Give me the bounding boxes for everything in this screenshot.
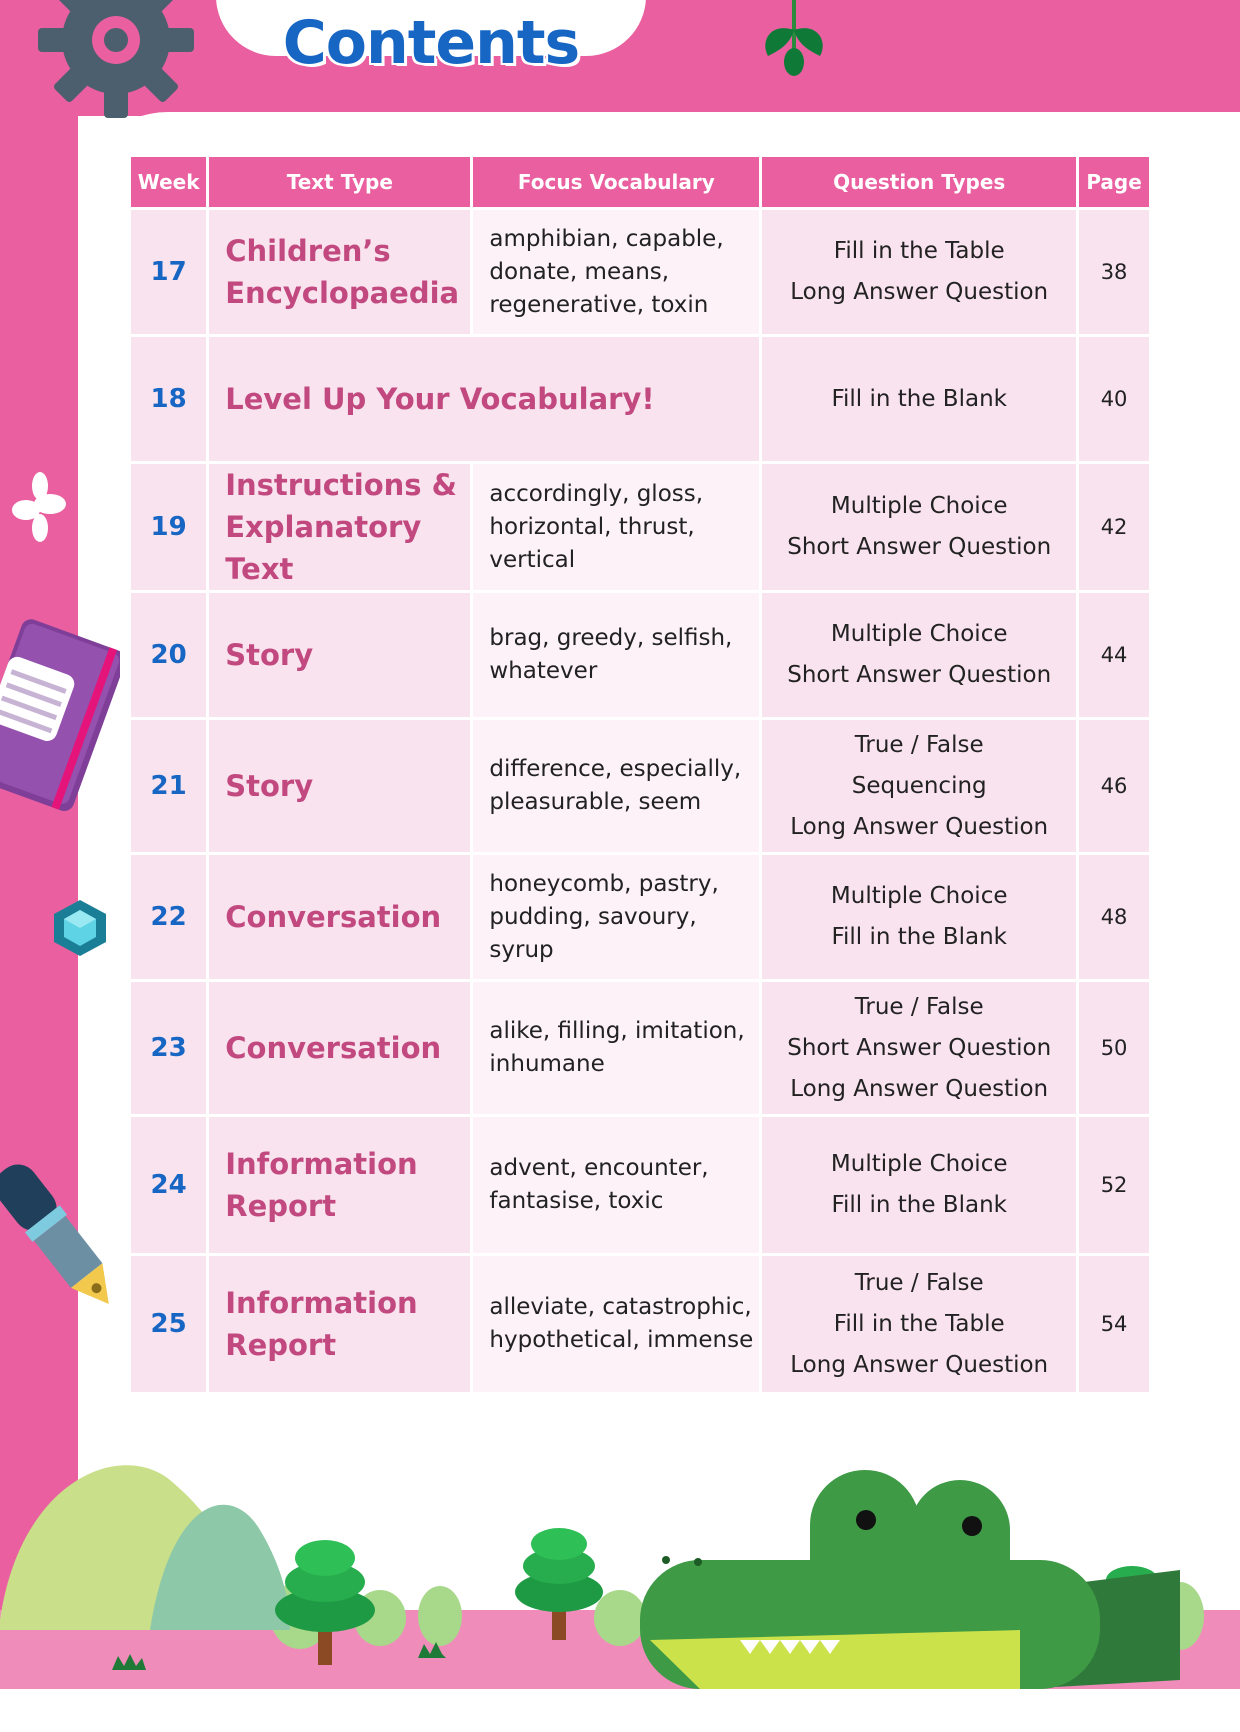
question-type: Multiple Choice bbox=[830, 883, 1008, 909]
focus-vocabulary: difference, especially, pleasurable, seem bbox=[473, 720, 759, 852]
crocodile-illustration bbox=[640, 1470, 1180, 1689]
text-type: Information Report bbox=[209, 1256, 470, 1392]
table-row[interactable] bbox=[131, 855, 1149, 979]
table-row[interactable] bbox=[131, 464, 1149, 590]
focus-vocabulary: honeycomb, pastry, pudding, savoury, syrup bbox=[473, 855, 759, 979]
page-number[interactable]: 42 bbox=[1079, 464, 1149, 590]
text-type: Conversation bbox=[209, 855, 470, 979]
table-row[interactable] bbox=[131, 1256, 1149, 1392]
question-type: True / False bbox=[854, 1269, 984, 1296]
table-row[interactable] bbox=[131, 720, 1149, 852]
week-number: 17 bbox=[131, 210, 206, 334]
question-type: Short Answer Question bbox=[787, 662, 1052, 688]
focus-vocabulary: alike, filling, imitation, inhumane bbox=[473, 982, 759, 1114]
contents-table bbox=[128, 154, 1152, 1395]
flower-icon bbox=[0, 470, 72, 550]
question-types bbox=[762, 855, 1076, 979]
pen-icon bbox=[0, 1158, 130, 1328]
notebook-icon bbox=[0, 615, 120, 835]
page-number[interactable]: 52 bbox=[1079, 1117, 1149, 1253]
text-type: Story bbox=[209, 720, 470, 852]
question-type: Multiple Choice bbox=[830, 493, 1008, 519]
question-types bbox=[762, 982, 1076, 1114]
landscape-illustration bbox=[0, 1420, 1240, 1689]
question-type: Short Answer Question bbox=[787, 534, 1052, 560]
question-type: Long Answer Question bbox=[790, 1351, 1049, 1378]
question-type: Fill in the Blank bbox=[831, 385, 1007, 412]
hanging-leaf-icon bbox=[758, 0, 830, 78]
week-number: 20 bbox=[131, 593, 206, 717]
text-type: Level Up Your Vocabulary! bbox=[209, 337, 759, 461]
week-number: 18 bbox=[131, 337, 206, 461]
question-type: Fill in the Blank bbox=[831, 1192, 1007, 1218]
table-row[interactable] bbox=[131, 210, 1149, 334]
header-question-types: Question Types bbox=[762, 157, 1076, 207]
page-number[interactable]: 48 bbox=[1079, 855, 1149, 979]
question-type: Long Answer Question bbox=[790, 1075, 1049, 1102]
text-type: Story bbox=[209, 593, 470, 717]
page-number[interactable]: 38 bbox=[1079, 210, 1149, 334]
question-type: Short Answer Question bbox=[787, 1034, 1052, 1061]
focus-vocabulary: alleviate, catastrophic, hypothetical, immense bbox=[473, 1256, 759, 1392]
question-types bbox=[762, 1117, 1076, 1253]
question-type: Multiple Choice bbox=[830, 1151, 1008, 1177]
week-number: 25 bbox=[131, 1256, 206, 1392]
text-type: Instructions & Explanatory Text bbox=[209, 464, 470, 590]
header-focus-vocabulary: Focus Vocabulary bbox=[473, 157, 759, 207]
question-types bbox=[762, 210, 1076, 334]
question-type: Fill in the Table bbox=[833, 238, 1005, 264]
week-number: 19 bbox=[131, 464, 206, 590]
week-number: 23 bbox=[131, 982, 206, 1114]
page-title: Contents bbox=[282, 8, 580, 78]
focus-vocabulary: advent, encounter, fantasise, toxic bbox=[473, 1117, 759, 1253]
focus-vocabulary: accordingly, gloss, horizontal, thrust, vertical bbox=[473, 464, 759, 590]
question-type: Long Answer Question bbox=[790, 813, 1049, 840]
header-page: Page bbox=[1079, 157, 1149, 207]
question-type: Sequencing bbox=[851, 772, 987, 799]
gem-icon bbox=[52, 898, 108, 958]
question-types bbox=[762, 464, 1076, 590]
week-number: 21 bbox=[131, 720, 206, 852]
table-row[interactable] bbox=[131, 337, 1149, 461]
focus-vocabulary: brag, greedy, selfish, whatever bbox=[473, 593, 759, 717]
week-number: 22 bbox=[131, 855, 206, 979]
question-type: Fill in the Blank bbox=[831, 924, 1007, 950]
table-row[interactable] bbox=[131, 1117, 1149, 1253]
table-row[interactable] bbox=[131, 982, 1149, 1114]
question-type: Long Answer Question bbox=[790, 279, 1049, 305]
header-week: Week bbox=[131, 157, 206, 207]
question-type: Fill in the Table bbox=[833, 1310, 1005, 1337]
question-type: Multiple Choice bbox=[830, 621, 1008, 647]
table-header-row bbox=[131, 157, 1149, 207]
table-row[interactable] bbox=[131, 593, 1149, 717]
week-number: 24 bbox=[131, 1117, 206, 1253]
question-types bbox=[762, 720, 1076, 852]
question-types bbox=[762, 1256, 1076, 1392]
header-text-type: Text Type bbox=[209, 157, 470, 207]
page-number[interactable]: 46 bbox=[1079, 720, 1149, 852]
question-type: True / False bbox=[854, 731, 984, 758]
page-number[interactable]: 50 bbox=[1079, 982, 1149, 1114]
text-type: Conversation bbox=[209, 982, 470, 1114]
text-type: Children’s Encyclopaedia bbox=[209, 210, 470, 334]
gear-icon bbox=[38, 0, 194, 118]
page-number[interactable]: 54 bbox=[1079, 1256, 1149, 1392]
question-types bbox=[762, 337, 1076, 461]
page-number[interactable]: 40 bbox=[1079, 337, 1149, 461]
focus-vocabulary: amphibian, capable, donate, means, regenerative, toxin bbox=[473, 210, 759, 334]
question-type: True / False bbox=[854, 993, 984, 1020]
page-number[interactable]: 44 bbox=[1079, 593, 1149, 717]
question-types bbox=[762, 593, 1076, 717]
text-type: Information Report bbox=[209, 1117, 470, 1253]
